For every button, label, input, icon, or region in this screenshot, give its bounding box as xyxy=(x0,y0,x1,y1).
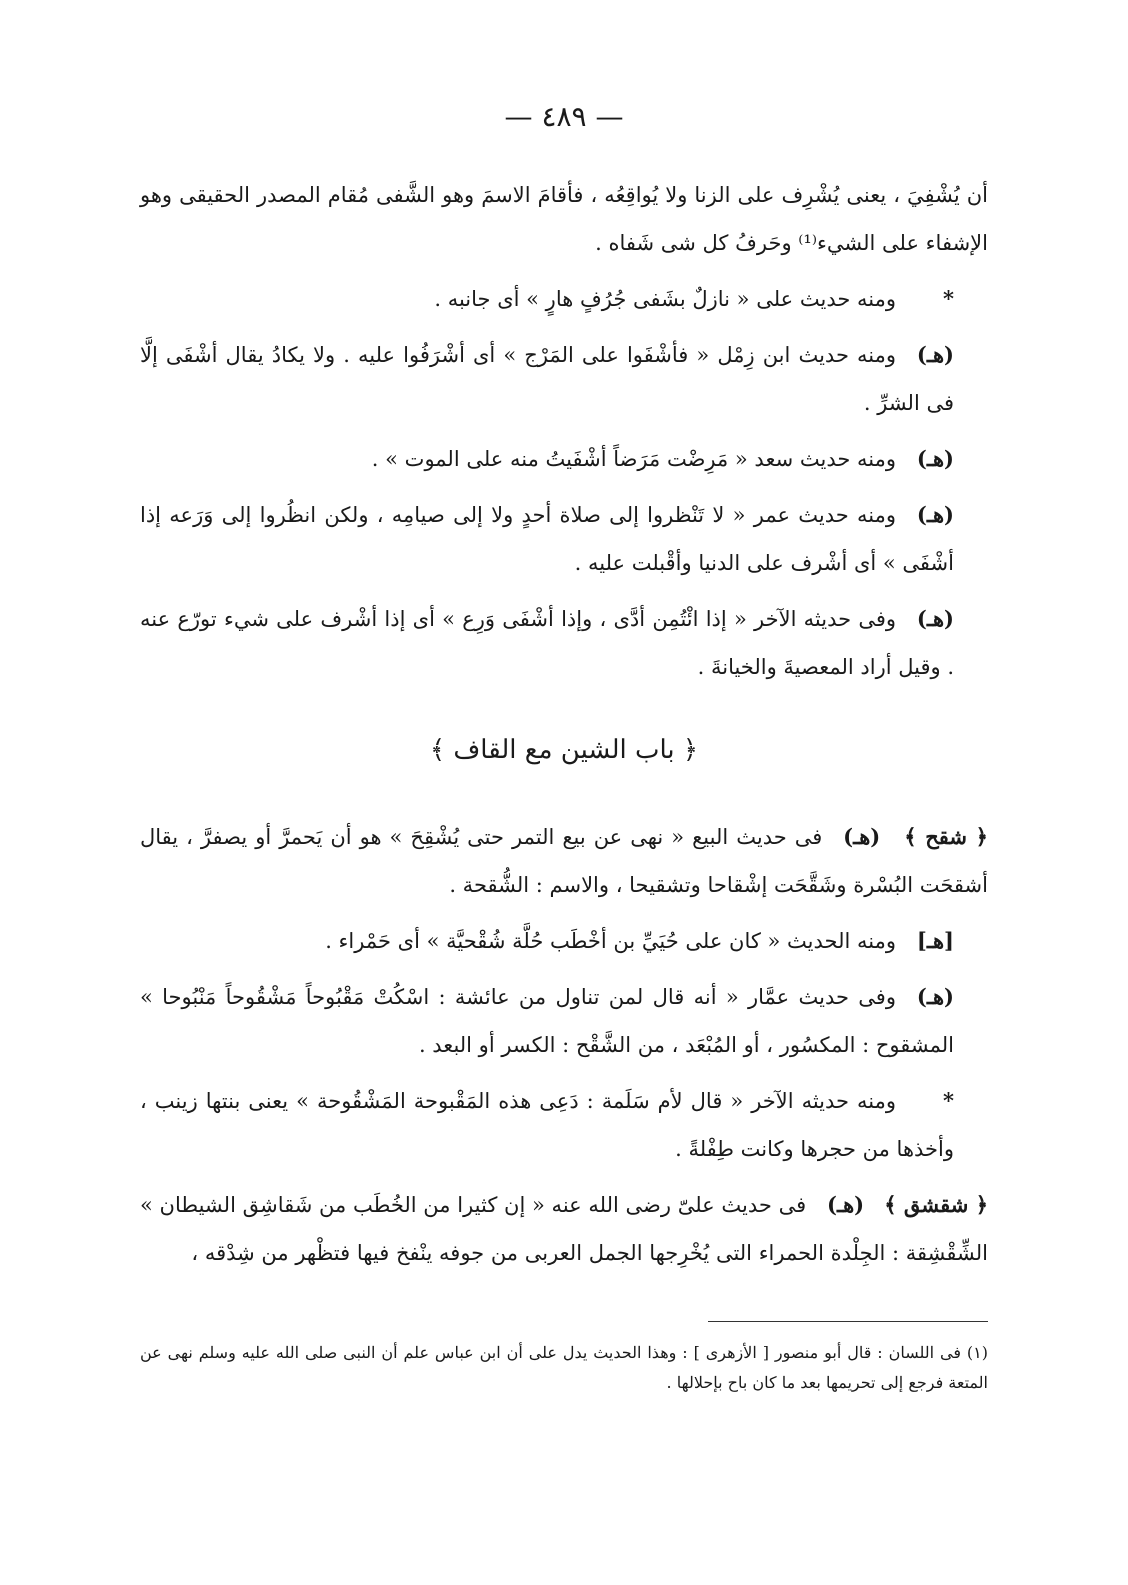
paragraph-marker: (هـ) xyxy=(916,342,954,367)
entry-paragraph-3 xyxy=(140,1077,988,1173)
paragraph-5 xyxy=(140,595,988,691)
entry-paragraph-1 xyxy=(140,917,988,965)
paragraph-text: فى حديث علىّ رضى الله عنه « إن كثيرا من الخُطَب من شَقاشِق الشيطان » الشِّقْشِقة : الجِلْدة الحمراء التى يُخْرِجها الجمل العربى من جوفه ينْفخ فيها فتظْهر من شِدْقه ، xyxy=(140,1193,988,1265)
paragraph-marker: (هـ) xyxy=(916,502,954,527)
entry-paragraph-0 xyxy=(140,813,988,909)
paragraph-marker: * xyxy=(943,1088,954,1113)
paragraph-marker: (هـ) xyxy=(843,824,881,849)
entry-headword: ﴿ شقح ﴾ xyxy=(904,824,988,849)
paragraph-text: فى حديث البيع « نهى عن بيع التمر حتى يُشْقِحَ » هو أن يَحمرَّ أو يصفرَّ ، يقال أشقحَت البُسْرة وشَقَّحَت إشْقاحا وتشقيحا ، والاسم : الشُّقحة . xyxy=(140,825,988,897)
paragraph-marker: * xyxy=(943,286,954,311)
page-number: — ٤٨٩ — xyxy=(504,100,624,133)
paragraph-text: ومنه حديث عمر « لا تَنْظروا إلى صلاة أحدٍ ولا إلى صيامِه ، ولكن انظُروا إلى وَرَعه إذا أشْفَى » أى أشْرف على الدنيا وأقْبلت عليه . xyxy=(140,503,954,575)
paragraph-marker: (هـ) xyxy=(827,1192,865,1217)
paragraph-0 xyxy=(140,171,988,267)
paragraph-marker: [هـ] xyxy=(916,928,954,953)
paragraph-4 xyxy=(140,491,988,587)
footnote-divider xyxy=(708,1321,988,1322)
footnote: (١) فى اللسان : قال أبو منصور [ الأزهرى ] : وهذا الحديث يدل على أن ابن عباس علم أن النبى صلى الله عليه وسلم نهى عن المتعة فرجع إلى تحريمها بعد ما كان باح بإحلالها . xyxy=(140,1343,988,1392)
paragraph-2 xyxy=(140,331,988,427)
paragraph-text: ومنه حديث على « نازلٌ بشَفى جُرُفٍ هارٍ » أى جانبه . xyxy=(434,287,896,311)
paragraph-text: وفى حديث عمَّار « أنه قال لمن تناول من عائشة : اسْكُتْ مَقْبُوحاً مَشْقُوحاً مَنْبُوحا » المشقوح : المكسُور ، أو المُبْعَد ، من الشَّقْح : الكسر أو البعد . xyxy=(140,985,954,1057)
paragraph-text: وفى حديثه الآخر « إذا ائْتُمِن أدَّى ، وإذا أشْفَى وَرِع » أى إذا أشْرف على شيء تورّع عنه . وقيل أراد المعصيةَ والخيانةَ . xyxy=(140,607,954,679)
paragraph-text: ومنه حديث ابن زِمْل « فأشْفَوا على المَرْج » أى أشْرَفُوا عليه . ولا يكادُ يقال أشْفَى إلَّا فى الشرِّ . xyxy=(140,343,954,415)
paragraph-3 xyxy=(140,435,988,483)
paragraph-marker: (هـ) xyxy=(916,606,954,631)
entry-paragraph-2 xyxy=(140,973,988,1069)
paragraph-text: ومنه حديث سعد « مَرِضْت مَرَضاً أشْفَيتُ منه على الموت » . xyxy=(371,447,896,471)
paragraph-1 xyxy=(140,275,988,323)
paragraph-text: ومنه الحديث « كان على حُيَيِّ بن أخْطَب حُلَّة شُقْحيَّة » أى حَمْراء . xyxy=(325,929,896,953)
entry-paragraph-4 xyxy=(140,1181,988,1277)
paragraph-text: أن يُشْفِيَ ، يعنى يُشْرِف على الزنا ولا يُواقِعُه ، فأقامَ الاسمَ وهو الشَّفى مُقام المصدر الحقيقى وهو الإشفاء على الشيء⁽¹⁾ وحَرفُ كل شى شَفاه . xyxy=(140,183,988,255)
entry-headword: ﴿ شقشق ﴾ xyxy=(884,1192,989,1217)
paragraph-text: ومنه حديثه الآخر « قال لأم سَلَمة : دَعِى هذه المَقْبوحة المَشْقُوحة » يعنى بنتها زينب ، وأخذها من حجرها وكانت طِفْلةً . xyxy=(140,1089,954,1161)
paragraph-marker: (هـ) xyxy=(916,984,954,1009)
chapter-heading: ﴿ باب الشين مع القاف ﴾ xyxy=(429,735,699,765)
paragraph-marker: (هـ) xyxy=(916,446,954,471)
